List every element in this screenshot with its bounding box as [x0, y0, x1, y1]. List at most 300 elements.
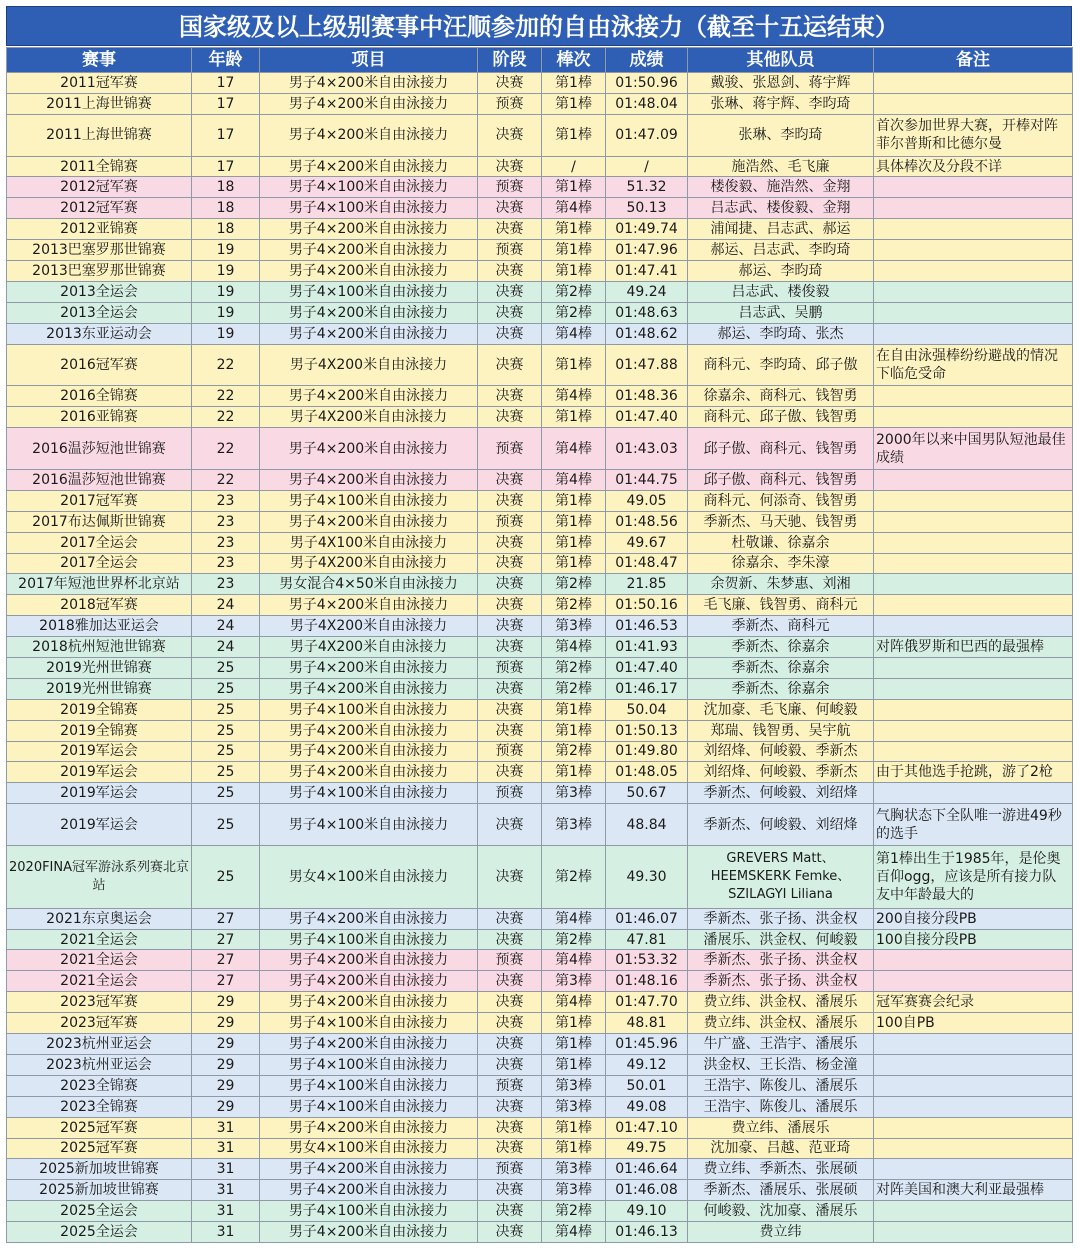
item-cell: 男子4X200米自由泳接力 [260, 616, 478, 637]
leg-cell: 第1棒 [542, 1117, 606, 1138]
time-cell: 01:46.17 [606, 678, 688, 699]
header-leg: 棒次 [542, 48, 606, 73]
item-cell: 男子4×200米自由泳接力 [260, 386, 478, 407]
table-row [7, 720, 1073, 741]
table-row [7, 929, 1073, 950]
item-cell: 男子4×200米自由泳接力 [260, 762, 478, 783]
table-row [7, 741, 1073, 762]
time-cell: 01:47.10 [606, 1117, 688, 1138]
notes-cell: 首次参加世界大赛，开棒对阵菲尔普斯和比德尔曼 [874, 114, 1073, 156]
leg-cell: 第1棒 [542, 490, 606, 511]
leg-cell: 第2棒 [542, 1201, 606, 1222]
age-cell: 19 [192, 323, 260, 344]
notes-cell [874, 699, 1073, 720]
notes-cell [874, 1201, 1073, 1222]
stage-cell: 决赛 [478, 720, 542, 741]
item-cell: 男子4×100米自由泳接力 [260, 281, 478, 302]
stage-cell: 决赛 [478, 532, 542, 553]
notes-cell [874, 1159, 1073, 1180]
event-cell: 2023杭州亚运会 [7, 1034, 192, 1055]
age-cell: 18 [192, 177, 260, 198]
time-cell: 50.13 [606, 198, 688, 219]
item-cell: 男子4×200米自由泳接力 [260, 323, 478, 344]
stage-cell: 预赛 [478, 783, 542, 804]
leg-cell: 第1棒 [542, 720, 606, 741]
age-cell: 29 [192, 1054, 260, 1075]
stage-cell: 预赛 [478, 1075, 542, 1096]
header-event: 赛事 [7, 48, 192, 73]
teammates-cell: 郑瑞、钱智勇、吴宇航 [688, 720, 874, 741]
notes-cell [874, 261, 1073, 282]
leg-cell: 第1棒 [542, 762, 606, 783]
event-cell: 2025全运会 [7, 1222, 192, 1243]
notes-cell: 气胸状态下全队唯一游进49秒的选手 [874, 804, 1073, 846]
teammates-cell: 刘绍烽、何峻毅、季新杰 [688, 762, 874, 783]
age-cell: 24 [192, 637, 260, 658]
time-cell: 49.67 [606, 532, 688, 553]
header-item: 项目 [260, 48, 478, 73]
item-cell: 男女4×100米自由泳接力 [260, 1138, 478, 1159]
item-cell: 男女4×100米自由泳接力 [260, 846, 478, 909]
event-cell: 2018冠军赛 [7, 595, 192, 616]
event-cell: 2013全运会 [7, 281, 192, 302]
age-cell: 25 [192, 720, 260, 741]
stage-cell: 决赛 [478, 1034, 542, 1055]
time-cell: 01:47.96 [606, 240, 688, 261]
notes-cell: 100自接分段PB [874, 929, 1073, 950]
time-cell: / [606, 156, 688, 177]
age-cell: 27 [192, 971, 260, 992]
stage-cell: 决赛 [478, 1180, 542, 1201]
table-row [7, 908, 1073, 929]
leg-cell: 第1棒 [542, 93, 606, 114]
age-cell: 23 [192, 511, 260, 532]
item-cell: 男子4×200米自由泳接力 [260, 1034, 478, 1055]
leg-cell: 第3棒 [542, 1159, 606, 1180]
stage-cell: 决赛 [478, 1138, 542, 1159]
item-cell: 男子4×200米自由泳接力 [260, 93, 478, 114]
event-cell: 2012冠军赛 [7, 198, 192, 219]
time-cell: 01:48.47 [606, 553, 688, 574]
event-cell: 2023全锦赛 [7, 1096, 192, 1117]
table-row [7, 323, 1073, 344]
teammates-cell: 季新杰、张子扬、洪金权 [688, 971, 874, 992]
stage-cell: 决赛 [478, 804, 542, 846]
item-cell: 男子4×100米自由泳接力 [260, 699, 478, 720]
table-row [7, 992, 1073, 1013]
time-cell: 01:50.16 [606, 595, 688, 616]
age-cell: 18 [192, 198, 260, 219]
stage-cell: 决赛 [478, 73, 542, 94]
leg-cell: 第3棒 [542, 1075, 606, 1096]
table-row [7, 950, 1073, 971]
header-row [7, 48, 1073, 73]
stage-cell: 决赛 [478, 678, 542, 699]
event-cell: 2021东京奥运会 [7, 908, 192, 929]
item-cell: 男子4X200米自由泳接力 [260, 637, 478, 658]
table-row [7, 971, 1073, 992]
notes-cell: 第1棒出生于1985年，是伦奥百仰ogg，应该是所有接力队友中年龄最大的 [874, 846, 1073, 909]
event-cell: 2019光州世锦赛 [7, 657, 192, 678]
item-cell: 男子4×200米自由泳接力 [260, 511, 478, 532]
leg-cell: 第1棒 [542, 407, 606, 428]
leg-cell: 第1棒 [542, 1138, 606, 1159]
teammates-cell: 季新杰、何峻毅、刘绍烽 [688, 783, 874, 804]
table-row [7, 846, 1073, 909]
table-row [7, 1096, 1073, 1117]
table-row [7, 616, 1073, 637]
age-cell: 27 [192, 950, 260, 971]
leg-cell: 第1棒 [542, 553, 606, 574]
event-cell: 2023杭州亚运会 [7, 1054, 192, 1075]
item-cell: 男子4×200米自由泳接力 [260, 240, 478, 261]
teammates-cell: 王浩宇、陈俊儿、潘展乐 [688, 1075, 874, 1096]
stage-cell: 预赛 [478, 657, 542, 678]
table-frame [6, 6, 1072, 1243]
leg-cell: 第1棒 [542, 699, 606, 720]
table-row [7, 281, 1073, 302]
notes-cell [874, 1054, 1073, 1075]
leg-cell: / [542, 156, 606, 177]
age-cell: 25 [192, 804, 260, 846]
time-cell: 48.81 [606, 1013, 688, 1034]
notes-cell [874, 302, 1073, 323]
event-cell: 2019军运会 [7, 741, 192, 762]
age-cell: 25 [192, 657, 260, 678]
stage-cell: 预赛 [478, 240, 542, 261]
teammates-cell: 何峻毅、沈加豪、潘展乐 [688, 1201, 874, 1222]
teammates-cell: 费立纬、潘展乐 [688, 1117, 874, 1138]
header-notes: 备注 [874, 48, 1073, 73]
leg-cell: 第2棒 [542, 929, 606, 950]
notes-cell [874, 198, 1073, 219]
time-cell: 01:49.74 [606, 219, 688, 240]
event-cell: 2023冠军赛 [7, 992, 192, 1013]
leg-cell: 第2棒 [542, 741, 606, 762]
table-row [7, 699, 1073, 720]
time-cell: 51.32 [606, 177, 688, 198]
item-cell: 男子4×100米自由泳接力 [260, 490, 478, 511]
leg-cell: 第1棒 [542, 344, 606, 386]
item-cell: 男子4×100米自由泳接力 [260, 1201, 478, 1222]
table-row [7, 1054, 1073, 1075]
notes-cell [874, 386, 1073, 407]
teammates-cell: 浦闻捷、吕志武、郝运 [688, 219, 874, 240]
stage-cell: 决赛 [478, 344, 542, 386]
age-cell: 25 [192, 762, 260, 783]
teammates-cell: 季新杰、何峻毅、刘绍烽 [688, 804, 874, 846]
age-cell: 29 [192, 1013, 260, 1034]
notes-cell [874, 1034, 1073, 1055]
table-row [7, 490, 1073, 511]
table-row [7, 344, 1073, 386]
time-cell: 49.08 [606, 1096, 688, 1117]
age-cell: 24 [192, 616, 260, 637]
age-cell: 19 [192, 240, 260, 261]
teammates-cell: 商科元、何添奇、钱智勇 [688, 490, 874, 511]
page-title: 国家级及以上级别赛事中汪顺参加的自由泳接力（截至十五运结束） [6, 6, 1072, 46]
table-row [7, 407, 1073, 428]
notes-cell [874, 678, 1073, 699]
age-cell: 18 [192, 219, 260, 240]
leg-cell: 第1棒 [542, 219, 606, 240]
age-cell: 29 [192, 1034, 260, 1055]
event-cell: 2019全锦赛 [7, 699, 192, 720]
time-cell: 50.01 [606, 1075, 688, 1096]
stage-cell: 决赛 [478, 637, 542, 658]
stage-cell: 决赛 [478, 553, 542, 574]
notes-cell: 2000年以来中国男队短池最佳成绩 [874, 428, 1073, 470]
teammates-cell: 费立纬、洪金权、潘展乐 [688, 992, 874, 1013]
item-cell: 男子4×100米自由泳接力 [260, 804, 478, 846]
table-row [7, 678, 1073, 699]
time-cell: 01:46.08 [606, 1180, 688, 1201]
item-cell: 男子4×200米自由泳接力 [260, 1180, 478, 1201]
table-row [7, 1159, 1073, 1180]
item-cell: 男子4×100米自由泳接力 [260, 177, 478, 198]
time-cell: 01:44.75 [606, 469, 688, 490]
event-cell: 2017冠军赛 [7, 490, 192, 511]
teammates-cell: 沈加豪、毛飞廉、何峻毅 [688, 699, 874, 720]
notes-cell [874, 511, 1073, 532]
item-cell: 男子4×200米自由泳接力 [260, 720, 478, 741]
age-cell: 23 [192, 490, 260, 511]
notes-cell: 对阵俄罗斯和巴西的最强棒 [874, 637, 1073, 658]
teammates-cell: 季新杰、商科元 [688, 616, 874, 637]
age-cell: 25 [192, 846, 260, 909]
notes-cell [874, 553, 1073, 574]
leg-cell: 第3棒 [542, 804, 606, 846]
time-cell: 01:47.70 [606, 992, 688, 1013]
age-cell: 31 [192, 1201, 260, 1222]
time-cell: 47.81 [606, 929, 688, 950]
stage-cell: 决赛 [478, 407, 542, 428]
notes-cell: 在自由泳强棒纷纷避战的情况下临危受命 [874, 344, 1073, 386]
table-row [7, 93, 1073, 114]
age-cell: 25 [192, 678, 260, 699]
time-cell: 01:48.62 [606, 323, 688, 344]
age-cell: 31 [192, 1180, 260, 1201]
event-cell: 2020FINA冠军游泳系列赛北京站 [7, 846, 192, 909]
stage-cell: 决赛 [478, 616, 542, 637]
table-row [7, 511, 1073, 532]
event-cell: 2013巴塞罗那世锦赛 [7, 240, 192, 261]
teammates-cell: 戴骏、张恩剑、蒋宇辉 [688, 73, 874, 94]
event-cell: 2025新加坡世锦赛 [7, 1159, 192, 1180]
time-cell: 01:50.13 [606, 720, 688, 741]
leg-cell: 第1棒 [542, 1054, 606, 1075]
stage-cell: 决赛 [478, 1096, 542, 1117]
stage-cell: 决赛 [478, 929, 542, 950]
stage-cell: 决赛 [478, 1222, 542, 1243]
table-row [7, 762, 1073, 783]
age-cell: 22 [192, 344, 260, 386]
age-cell: 25 [192, 741, 260, 762]
event-cell: 2017全运会 [7, 553, 192, 574]
age-cell: 24 [192, 595, 260, 616]
age-cell: 31 [192, 1222, 260, 1243]
stage-cell: 预赛 [478, 1159, 542, 1180]
time-cell: 01:41.93 [606, 637, 688, 658]
notes-cell: 具体棒次及分段不详 [874, 156, 1073, 177]
leg-cell: 第1棒 [542, 532, 606, 553]
table-row [7, 1222, 1073, 1243]
stage-cell: 决赛 [478, 595, 542, 616]
stage-cell: 预赛 [478, 950, 542, 971]
event-cell: 2011上海世锦赛 [7, 93, 192, 114]
stage-cell: 决赛 [478, 1117, 542, 1138]
time-cell: 01:47.41 [606, 261, 688, 282]
teammates-cell: 毛飞廉、钱智勇、商科元 [688, 595, 874, 616]
item-cell: 男子4×200米自由泳接力 [260, 908, 478, 929]
leg-cell: 第1棒 [542, 177, 606, 198]
stage-cell: 预赛 [478, 177, 542, 198]
item-cell: 男子4×200米自由泳接力 [260, 1117, 478, 1138]
time-cell: 50.04 [606, 699, 688, 720]
table-row [7, 553, 1073, 574]
time-cell: 01:46.53 [606, 616, 688, 637]
time-cell: 01:43.03 [606, 428, 688, 470]
stage-cell: 决赛 [478, 992, 542, 1013]
age-cell: 23 [192, 574, 260, 595]
table-row [7, 1180, 1073, 1201]
stage-cell: 决赛 [478, 281, 542, 302]
event-cell: 2025冠军赛 [7, 1138, 192, 1159]
item-cell: 男子4×200米自由泳接力 [260, 73, 478, 94]
item-cell: 男子4×100米自由泳接力 [260, 198, 478, 219]
teammates-cell: 徐嘉余、商科元、钱智勇 [688, 386, 874, 407]
age-cell: 19 [192, 261, 260, 282]
event-cell: 2016亚锦赛 [7, 407, 192, 428]
event-cell: 2011上海世锦赛 [7, 114, 192, 156]
leg-cell: 第3棒 [542, 971, 606, 992]
item-cell: 男子4×100米自由泳接力 [260, 1075, 478, 1096]
age-cell: 29 [192, 1096, 260, 1117]
age-cell: 31 [192, 1159, 260, 1180]
leg-cell: 第4棒 [542, 992, 606, 1013]
item-cell: 男子4X200米自由泳接力 [260, 344, 478, 386]
notes-cell [874, 240, 1073, 261]
table-row [7, 1034, 1073, 1055]
event-cell: 2025冠军赛 [7, 1117, 192, 1138]
age-cell: 22 [192, 407, 260, 428]
event-cell: 2016温莎短池世锦赛 [7, 428, 192, 470]
teammates-cell: 邱子傲、商科元、钱智勇 [688, 428, 874, 470]
item-cell: 男子4×100米自由泳接力 [260, 1096, 478, 1117]
time-cell: 49.12 [606, 1054, 688, 1075]
time-cell: 01:46.07 [606, 908, 688, 929]
age-cell: 19 [192, 302, 260, 323]
item-cell: 男子4×200米自由泳接力 [260, 469, 478, 490]
leg-cell: 第4棒 [542, 323, 606, 344]
time-cell: 01:46.13 [606, 1222, 688, 1243]
leg-cell: 第2棒 [542, 678, 606, 699]
event-cell: 2016全锦赛 [7, 386, 192, 407]
leg-cell: 第4棒 [542, 386, 606, 407]
item-cell: 男子4×200米自由泳接力 [260, 595, 478, 616]
notes-cell [874, 177, 1073, 198]
event-cell: 2019军运会 [7, 804, 192, 846]
age-cell: 29 [192, 992, 260, 1013]
item-cell: 男子4×200米自由泳接力 [260, 261, 478, 282]
event-cell: 2012亚锦赛 [7, 219, 192, 240]
age-cell: 27 [192, 908, 260, 929]
stage-cell: 预赛 [478, 93, 542, 114]
age-cell: 23 [192, 532, 260, 553]
time-cell: 01:47.40 [606, 407, 688, 428]
time-cell: 01:47.88 [606, 344, 688, 386]
stage-cell: 决赛 [478, 762, 542, 783]
time-cell: 01:45.96 [606, 1034, 688, 1055]
notes-cell [874, 741, 1073, 762]
stage-cell: 决赛 [478, 219, 542, 240]
event-cell: 2021全运会 [7, 929, 192, 950]
event-cell: 2021全运会 [7, 971, 192, 992]
teammates-cell: 楼俊毅、施浩然、金翔 [688, 177, 874, 198]
teammates-cell: 郝运、李昀琦、张杰 [688, 323, 874, 344]
leg-cell: 第4棒 [542, 428, 606, 470]
teammates-cell: 吕志武、楼俊毅、金翔 [688, 198, 874, 219]
item-cell: 男子4×100米自由泳接力 [260, 783, 478, 804]
age-cell: 22 [192, 469, 260, 490]
event-cell: 2013全运会 [7, 302, 192, 323]
teammates-cell: 吕志武、吴鹏 [688, 302, 874, 323]
notes-cell [874, 971, 1073, 992]
leg-cell: 第1棒 [542, 1013, 606, 1034]
header-age: 年龄 [192, 48, 260, 73]
notes-cell [874, 1222, 1073, 1243]
time-cell: 01:48.63 [606, 302, 688, 323]
table-row [7, 532, 1073, 553]
notes-cell [874, 407, 1073, 428]
teammates-cell: 季新杰、潘展乐、张展硕 [688, 1180, 874, 1201]
time-cell: 50.67 [606, 783, 688, 804]
teammates-cell: 季新杰、徐嘉余 [688, 678, 874, 699]
stage-cell: 决赛 [478, 699, 542, 720]
leg-cell: 第1棒 [542, 240, 606, 261]
event-cell: 2025全运会 [7, 1201, 192, 1222]
teammates-cell: 刘绍烽、何峻毅、季新杰 [688, 741, 874, 762]
stage-cell: 决赛 [478, 1054, 542, 1075]
teammates-cell: 张琳、蒋宇辉、李昀琦 [688, 93, 874, 114]
item-cell: 男子4×200米自由泳接力 [260, 114, 478, 156]
leg-cell: 第4棒 [542, 637, 606, 658]
notes-cell [874, 1075, 1073, 1096]
leg-cell: 第1棒 [542, 114, 606, 156]
event-cell: 2018雅加达亚运会 [7, 616, 192, 637]
leg-cell: 第2棒 [542, 302, 606, 323]
notes-cell [874, 1138, 1073, 1159]
leg-cell: 第2棒 [542, 281, 606, 302]
time-cell: 01:47.09 [606, 114, 688, 156]
table-row [7, 1075, 1073, 1096]
stage-cell: 决赛 [478, 846, 542, 909]
teammates-cell: GREVERS Matt、HEEMSKERK Femke、SZILAGYI Liliana [688, 846, 874, 909]
time-cell: 01:53.32 [606, 950, 688, 971]
event-cell: 2016冠军赛 [7, 344, 192, 386]
leg-cell: 第2棒 [542, 574, 606, 595]
stage-cell: 决赛 [478, 971, 542, 992]
item-cell: 男子4×200米自由泳接力 [260, 156, 478, 177]
table-row [7, 386, 1073, 407]
table-row [7, 73, 1073, 94]
leg-cell: 第4棒 [542, 950, 606, 971]
age-cell: 29 [192, 1075, 260, 1096]
teammates-cell: 邱子傲、商科元、钱智勇 [688, 469, 874, 490]
item-cell: 男子4×200米自由泳接力 [260, 971, 478, 992]
table-row [7, 428, 1073, 470]
teammates-cell: 余贺新、朱梦惠、刘湘 [688, 574, 874, 595]
